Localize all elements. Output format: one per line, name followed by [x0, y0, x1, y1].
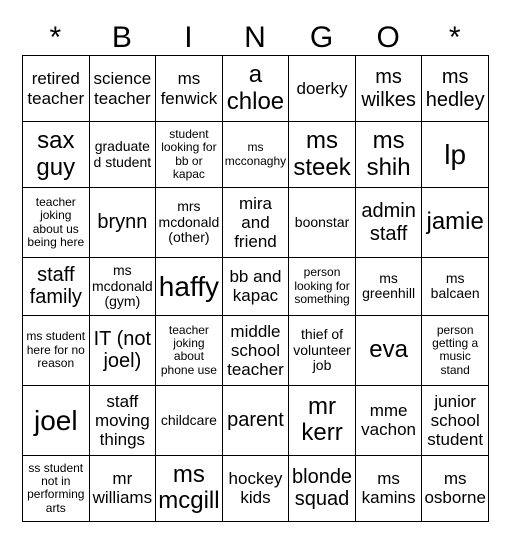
bingo-row — [23, 258, 489, 316]
bingo-cell[interactable]: staff family — [23, 258, 90, 316]
bingo-cell[interactable]: IT (not joel) — [89, 315, 156, 385]
bingo-cell[interactable]: mme vachon — [355, 385, 422, 455]
bingo-cell[interactable]: brynn — [89, 188, 156, 258]
bingo-cell[interactable]: science teacher — [89, 56, 156, 122]
bingo-cell[interactable]: teacher joking about phone use — [156, 315, 223, 385]
header-star-right: * — [448, 21, 461, 54]
bingo-cell[interactable]: ms balcaen — [422, 258, 489, 316]
bingo-cell[interactable]: ms shih — [355, 122, 422, 188]
bingo-cell[interactable]: blonde squad — [289, 455, 356, 521]
bingo-cell[interactable]: mrs mcdonald (other) — [156, 188, 223, 258]
bingo-cell[interactable]: lp — [422, 122, 489, 188]
bingo-cell[interactable]: student looking for bb or kapac — [156, 122, 223, 188]
bingo-cell[interactable]: childcare — [156, 385, 223, 455]
bingo-cell[interactable]: mr kerr — [289, 385, 356, 455]
bingo-cell[interactable]: ms kamins — [355, 455, 422, 521]
header-letter-b: B — [111, 21, 132, 54]
bingo-cell[interactable]: ms fenwick — [156, 56, 223, 122]
bingo-row — [23, 56, 489, 122]
bingo-cell[interactable]: boonstar — [289, 188, 356, 258]
header-letter-n: N — [244, 21, 266, 54]
bingo-cell[interactable]: ms hedley — [422, 56, 489, 122]
bingo-cell[interactable]: ms steek — [289, 122, 356, 188]
bingo-cell[interactable]: ms mcconaghy — [222, 122, 289, 188]
bingo-cell[interactable]: middle school teacher — [222, 315, 289, 385]
bingo-header — [22, 20, 488, 56]
bingo-cell[interactable]: teacher joking about us being here — [23, 188, 90, 258]
bingo-cell[interactable]: ms mcdonald (gym) — [89, 258, 156, 316]
bingo-cell[interactable]: bb and kapac — [222, 258, 289, 316]
bingo-cell[interactable]: parent — [222, 385, 289, 455]
bingo-board — [22, 55, 489, 522]
bingo-cell[interactable]: thief of volunteer job — [289, 315, 356, 385]
bingo-cell[interactable]: mr williams — [89, 455, 156, 521]
bingo-cell[interactable]: sax guy — [23, 122, 90, 188]
bingo-cell[interactable]: doerky — [289, 56, 356, 122]
bingo-cell[interactable]: ms mcgill — [156, 455, 223, 521]
bingo-cell[interactable]: ss student not in performing arts — [23, 455, 90, 521]
bingo-cell[interactable]: joel — [23, 385, 90, 455]
bingo-cell[interactable]: a chloe — [222, 56, 289, 122]
bingo-cell[interactable]: junior school student — [422, 385, 489, 455]
header-letter-i: I — [184, 21, 193, 54]
bingo-row — [23, 455, 489, 521]
header-letter-o: O — [376, 21, 400, 54]
bingo-row — [23, 122, 489, 188]
bingo-cell[interactable]: haffy — [156, 258, 223, 316]
bingo-cell[interactable]: admin staff — [355, 188, 422, 258]
bingo-cell[interactable]: ms student here for no reason — [23, 315, 90, 385]
bingo-cell[interactable]: jamie — [422, 188, 489, 258]
bingo-cell[interactable]: retired teacher — [23, 56, 90, 122]
bingo-cell[interactable]: graduated student — [89, 122, 156, 188]
bingo-row — [23, 315, 489, 385]
bingo-row — [23, 385, 489, 455]
bingo-cell[interactable]: hockey kids — [222, 455, 289, 521]
bingo-cell[interactable]: ms wilkes — [355, 56, 422, 122]
bingo-cell[interactable]: staff moving things — [89, 385, 156, 455]
bingo-cell[interactable]: ms greenhill — [355, 258, 422, 316]
bingo-cell[interactable]: eva — [355, 315, 422, 385]
bingo-cell[interactable]: mira and friend — [222, 188, 289, 258]
bingo-cell[interactable]: person looking for something — [289, 258, 356, 316]
header-letter-g: G — [309, 21, 334, 54]
bingo-cell[interactable]: person getting a music stand — [422, 315, 489, 385]
bingo-row — [23, 188, 489, 258]
header-star-left: * — [49, 21, 62, 54]
bingo-cell[interactable]: ms osborne — [422, 455, 489, 521]
